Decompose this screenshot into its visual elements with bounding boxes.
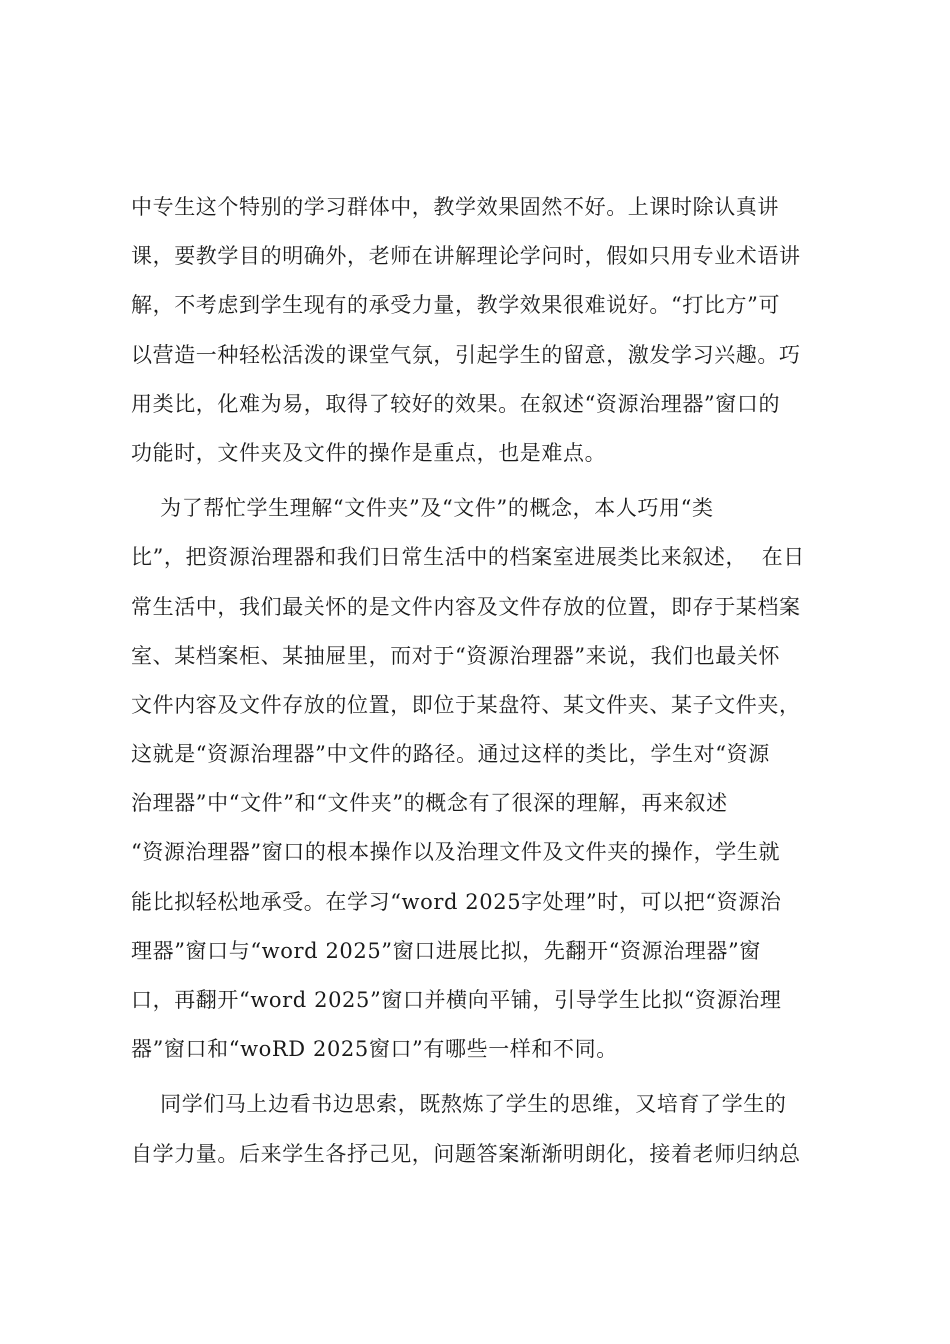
text-line: 以营造一种轻松活泼的课堂气氛，引起学生的留意，激发学习兴趣。巧 <box>131 342 801 367</box>
text-line: 口，再翻开“word 2025”窗口并横向平铺，引导学生比拟“资源治理 <box>131 988 782 1012</box>
text-line: 能比拟轻松地承受。在学习“word 2025字处理”时，可以把“资源治 <box>131 889 782 914</box>
text-line: 治理器”中“文件”和“文件夹”的概念有了很深的理解，再来叙述 <box>131 791 728 816</box>
text-line: 器”窗口和“woRD 2025窗口”有哪些一样和不同。 <box>131 1037 618 1062</box>
paragraph-2 <box>131 484 831 1074</box>
paragraph-3 <box>131 1080 831 1178</box>
text-line: 课，要教学目的明确外，老师在讲解理论学问时，假如只用专业术语讲 <box>131 244 801 269</box>
text-line: 常生活中，我们最关怀的是文件内容及文件存放的位置，即存于某档案 <box>131 594 801 619</box>
text-line: “资源治理器”窗口的根本操作以及治理文件及文件夹的操作，学生就 <box>131 840 781 865</box>
text-line: 功能时，文件夹及文件的操作是重点，也是难点。 <box>131 440 607 465</box>
text-line: 文件内容及文件存放的位置，即位于某盘符、某文件夹、某子文件夹， <box>131 692 801 717</box>
text-line: 比”，把资源治理器和我们日常生活中的档案室进展类比来叙述， 在日 <box>131 545 805 570</box>
paragraph-1 <box>131 183 831 478</box>
text-line: 用类比，化难为易，取得了较好的效果。在叙述“资源治理器”窗口的 <box>131 391 781 416</box>
text-line: 这就是“资源治理器”中文件的路径。通过这样的类比，学生对“资源 <box>131 742 770 767</box>
text-line: 同学们马上边看书边思索，既熬炼了学生的思维，又培育了学生的 <box>131 1092 787 1117</box>
document-body <box>131 183 831 1179</box>
text-line: 室、某档案柜、某抽屉里，而对于“资源治理器”来说，我们也最关怀 <box>131 643 781 668</box>
text-line: 中专生这个特别的学习群体中，教学效果固然不好。上课时除认真讲 <box>131 195 779 219</box>
text-line: 理器”窗口与“word 2025”窗口进展比拟，先翻开“资源治理器”窗 <box>131 938 761 963</box>
text-line: 解，不考虑到学生现有的承受力量，教学效果很难说好。“打比方”可 <box>131 293 781 318</box>
text-line: 为了帮忙学生理解“文件夹”及“文件”的概念，本人巧用“类 <box>131 496 714 521</box>
text-line: 自学力量。后来学生各抒己见，问题答案渐渐明朗化，接着老师归纳总 <box>131 1141 801 1166</box>
